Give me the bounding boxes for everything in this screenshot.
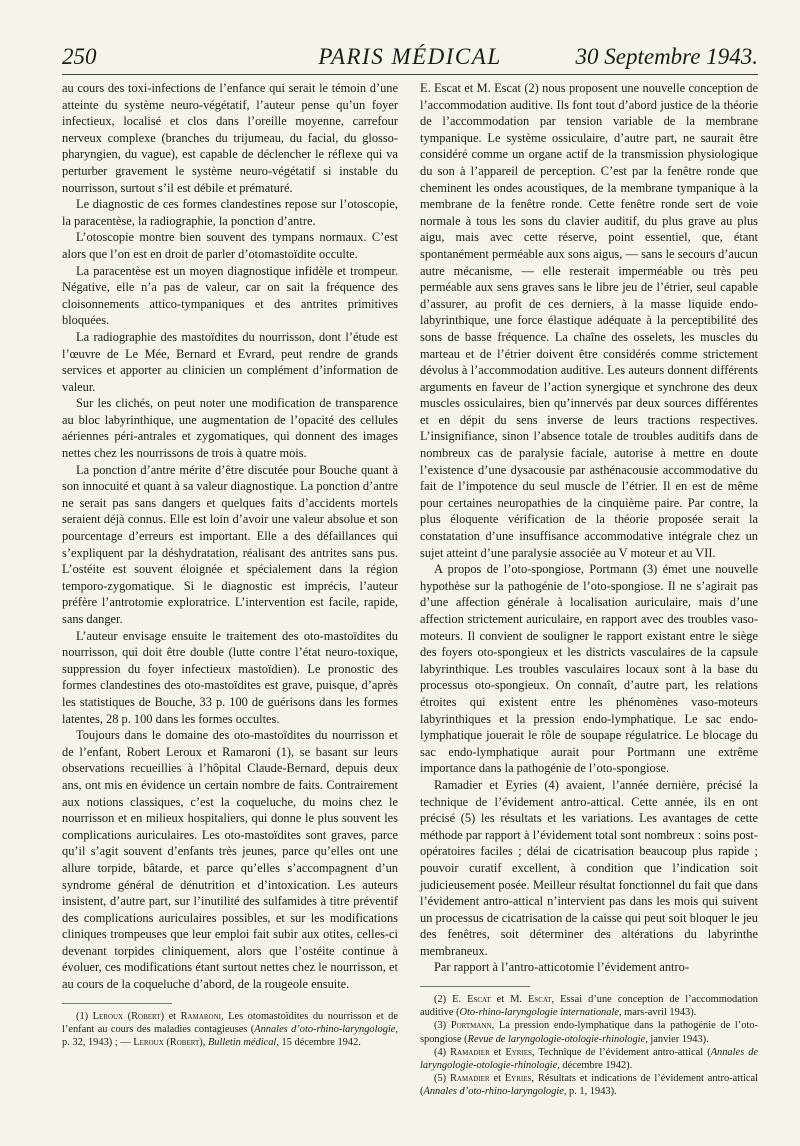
paragraph: La paracentèse est un moyen diagnostique infidèle et trompeur. Négative, elle n’a pas de valeur, car on sait la fréquence des cloisonnements attico-tympaniques et des antrites primitives bloquées. [62, 263, 398, 328]
footnote: (2) E. Escat et M. Escat, Essai d’une conception de l’accommodation auditive (Oto-rhino-laryngologie internationale, mars-avril 1943). [420, 994, 758, 1019]
paragraph: Ramadier et Eyries (4) avaient, l’année dernière, précisé la technique de l’évidement antro-attical. Cette année, ils en ont précisé (5) les résultats et les variations. Les avantages de cette méthode par rapport à l’évidement total sont nombreux : soins post-opératoires faciles ; délai de cicatrisation beaucoup plus rapide ; pouvoir curatif excellent, à condition que l’indication soit judicieusement posée. Meilleur résultat fonctionnel du fait que dans l’évidement antro-attical n’intervient pas dans les mois qui suivent un processus de cicatrisation de la caisse qui peut soit bloquer le jeu des fenêtres, soit déterminer des altérations du labyrinthe membraneux. [420, 777, 758, 958]
footnote: (1) Leroux (Robert) et Ramaroni, Les otomastoïdites du nourrisson et de l’enfant au cours des maladies contagieuses (Annales d’oto-rhino-laryngologie, p. 32, 1943) ; — Leroux (Robert), Bulletin médical, 15 décembre 1942. [62, 1010, 398, 1049]
right-footnotes [420, 986, 758, 1099]
footnote: (4) Ramadier et Eyries, Technique de l’évidement antro-attical (Annales de laryngologie-otologie-rhinologie, décembre 1942). [420, 1046, 758, 1072]
page-number: 250 [62, 44, 97, 69]
running-header [62, 44, 758, 75]
left-footnotes [62, 1003, 398, 1050]
journal-title: PARIS MÉDICAL [318, 44, 502, 69]
right-column [420, 80, 758, 1099]
right-column-body [420, 80, 758, 976]
paragraph: Sur les clichés, on peut noter une modification de transparence au bloc labyrinthique, une augmentation de l’opacité des cellules aériennes péri-antrales et zygomatiques, qui donnent des images nettes chez les nourrissons de trois à quatre mois. [62, 396, 398, 461]
footnote: (3) Portmann, La pression endo-lymphatique dans la pathogénie de l’oto-spongiose (Revue de laryngologie-otologie-rhinologie, janvier 1943). [420, 1020, 759, 1045]
paragraph: A propos de l’oto-spongiose, Portmann (3) émet une nouvelle hypothèse sur la pathogénie de l’oto-spongiose. Il ne s’agirait pas d’une affection générale à localisation auriculaire, mais d’une affection strictement auriculaire, en rapport avec des troubles vaso-moteurs. Il convient de souligner le rapport existant entre le siège des foyers oto-spongieux et les districts vasculaires de la capsule labyrinthique. Les troubles vasculaires locaux sont à la base du processus oto-spongieux. On connaît, d’autre part, les relations étroites qui existent entre les phénomènes vaso-moteurs labyrinthiques et la pression endo-lymphatique. Le sac endo-lymphatique jouerait le rôle de soupape régulatrice. Le blocage du sac endo-lymphatique aurait pour Portmann une extrême importance dans la pathogénie de l’oto-spongiose. [420, 562, 758, 776]
footnote: (5) Ramadier et Eyries, Résultats et indications de l’évidement antro-attical (Annales d’oto-rhino-laryngologie, p. 1, 1943). [420, 1073, 758, 1098]
paragraph: L’otoscopie montre bien souvent des tympans normaux. C’est alors que l’on est en droit de parler d’otomastoïdite occulte. [62, 230, 398, 261]
footnote-rule [62, 1003, 172, 1004]
paragraph: La radiographie des mastoïdites du nourrisson, dont l’étude est l’œuvre de Le Mée, Bernard et Evrard, peut rendre de grands services et apporter au clinicien un complément d’information de valeur. [62, 329, 398, 394]
paragraph: L’auteur envisage ensuite le traitement des oto-mastoïdites du nourrisson, qui doit être double (lutte contre l’état neuro-toxique, suppression du foyer infectieux mastoïdien). Le pronostic des formes clandestines des oto-mastoïdites est grave, puisque, d’après les statistiques de Bouche, 33 p. 100 de guérisons dans les formes latentes, 28 p. 100 dans les formes occultes. [62, 628, 398, 726]
left-column-body [62, 80, 398, 993]
paragraph: La ponction d’antre mérite d’être discutée pour Bouche quant à son innocuité et quant à sa valeur diagnostique. La ponction d’antre ne serait pas sans dangers et quelques faits d’accidents mortels seraient déjà connus. Elle est loin d’avoir une valeur absolue et son pourcentage d’erreurs est important. Elle a des défaillances qui s’expliquent par la déshydratation, réalisant des antrites sans pus. L’ostéite est souvent éloignée et spécialement dans la région temporo-zygomatique. Si le diagnostic est imprécis, l’auteur préfère l’antrotomie exploratrice. L’intervention est facile, rapide, sans danger. [62, 462, 398, 626]
paragraph: Toujours dans le domaine des oto-mastoïdites du nourrisson et de l’enfant, Robert Leroux et Ramaroni (1), se basant sur leurs observations recueillies à l’hôpital Claude-Bernard, depuis deux ans, ont mis en évidence un certain nombre de faits. Contrairement aux notions classiques, c’est la coqueluche, du moins chez le nourrisson et en milieux hospitaliers, qui donne le plus souvent les complications auriculaires. Les oto-mastoïdites sont graves, parce qu’il s’agit souvent d’enfants très jeunes, parce qu’elles ont une allure torpide, bâtarde, et parce qu’elles s’accompagnent d’un syndrome général de dénutrition et d’intoxication. Les auteurs insistent, d’autre part, sur l’inutilité des sulfamides à titre préventif des complications auriculaires possibles, et sur les modifications cliniques trompeuses que leur emploi fait subir aux otites, celles-ci devenant torpides cliniquement, alors que l’ostéite continue à évoluer, ces modifications étant surtout nettes chez le nourrisson, et au cours de la coqueluche d’abord, de la rougeole ensuite. [62, 728, 398, 992]
paragraph: E. Escat et M. Escat (2) nous proposent une nouvelle conception de l’accommodation auditive. Ils font tout d’abord justice de la théorie de l’accommodation par tension variable de la membrane tympanique. Le système ossiculaire, d’autre part, ne saurait être considéré comme un organe actif de la transmission physiologique du son à l’appareil de perception. C’est par la fenêtre ronde que cheminent les ondes acoustiques, de la membrane tympanique à la membrane de la fenêtre ronde. Cette fenêtre ronde sert de voie normale à tous les sons du clavier auditif, du plus grave au plus aigu, mais avec cette réserve, point essentiel, que, étant spontanément perméable aux sons aigus, — sans le secours d’aucun autre mécanisme, — elle resterait imperméable ou très peu perméable aux sens graves sans le libre jeu de l’étrier, seul capable d’assurer, au profit de ces derniers, à la masse liquide endo-labyrinthique, une force élastique adéquate à la perceptibilité des sons de basse fréquence. La chaîne des osselets, les muscles du marteau et de l’étrier doivent être considérés comme strictement dévolus à l’accommodation auditive. Les auteurs donnent différents arguments en faveur de l’action synergique et synchrone des deux muscles ossiculaires, bien qu’innervés par deux sources différentes et en dépit du sens inverse de leurs tractions respectives. L’insignifiance, sinon l’absence totale de troubles auditifs dans de nombreux cas de paralysie faciale, autorise à mettre en doute l’existence d’une dysacousie par asthénacousie accommodative du fait de l’impotence du seul muscle de l’étrier. Il en est de même pour certaines neuropathies de la cinquième paire. Par contre, la plus éloquente vérification de la théorie proposée serait la constatation d’une insuffisance accommodative intégrale chez un sujet atteint d’une paralysie associée au V moteur et au VII. [420, 81, 758, 560]
paragraph: Le diagnostic de ces formes clandestines repose sur l’otoscopie, la paracentèse, la radiographie, la ponction d’antre. [62, 197, 398, 228]
footnote-rule [420, 986, 530, 987]
paragraph: Par rapport à l’antro-atticotomie l’évidement antro- [434, 960, 689, 975]
left-column [62, 80, 398, 1049]
paragraph: au cours des toxi-infections de l’enfance qui serait le témoin d’une atteinte du système neuro-végétatif, l’auteur pense qu’un foyer infectieux, localisé et clos dans l’oreille moyenne, carrefour nerveux complexe (branches du trijumeau, du facial, du glosso-pharyngien, du vague), est capable de déclencher le réflexe qui va perturber gravement le système neuro-végétatif si instable du nourrisson, surtout s’il est débile et prématuré. [62, 81, 398, 195]
issue-date: 30 Septembre 1943. [575, 44, 758, 69]
